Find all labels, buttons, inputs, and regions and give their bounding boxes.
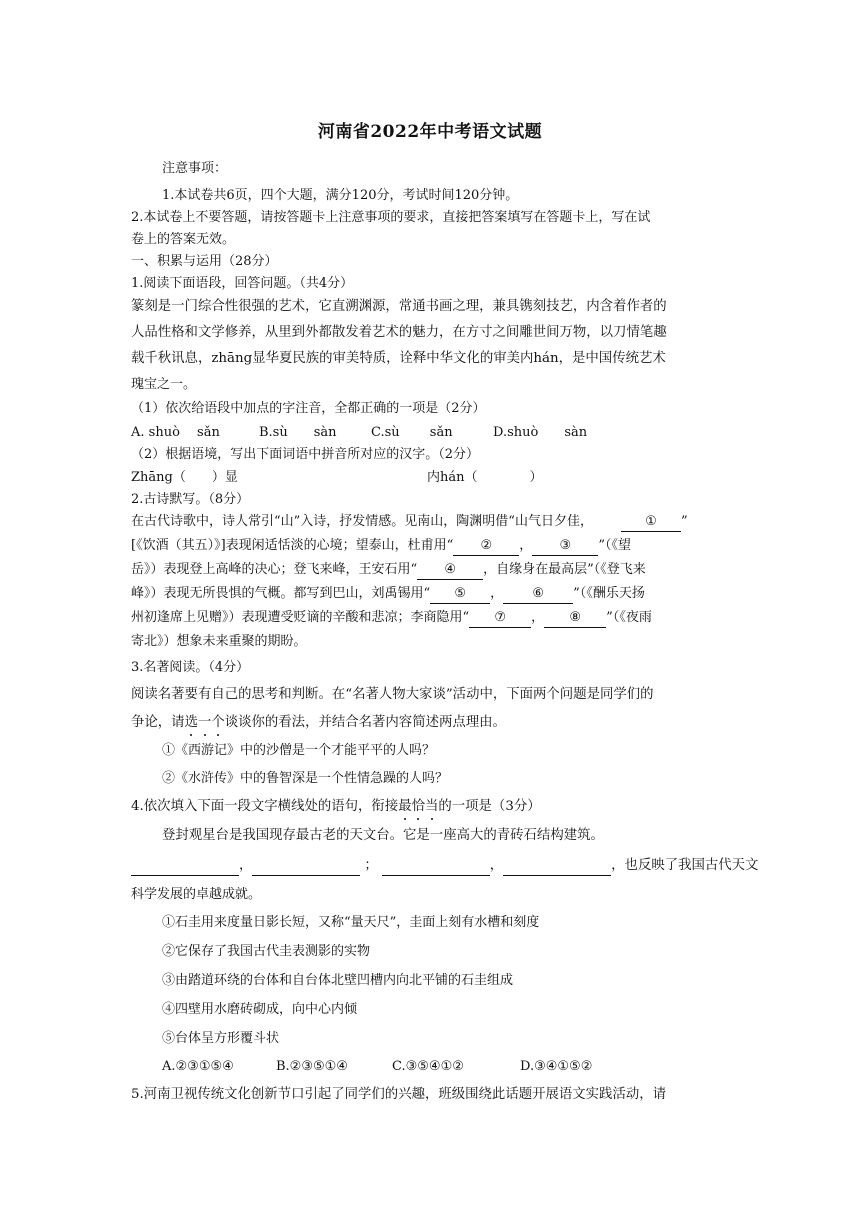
q4-sep-1: ， [239, 858, 253, 873]
q1-passage-line-2: 人品性格和文学修养，从里到外都散发着艺术的魅力，在方寸之间雕世间万物，以刀情笔趣 [131, 325, 667, 340]
notice-item-2-line-2: 卷上的答案无效。 [131, 232, 236, 247]
q2-line-2: [《饮酒（其五）》]表现闲适恬淡的心境；望泰山，杜甫用“ ② ， ③ ”（《望 [131, 537, 631, 556]
q3-line-2 [131, 714, 506, 732]
q4-choice-3: ③由踏道环绕的台体和自台体北壁凹槽内向北平铺的石圭组成 [162, 973, 514, 988]
q4-blank-1 [131, 857, 239, 876]
q2-line-3-text: 岳》）表现登上高峰的决心；登飞来峰，王安石用“ [131, 562, 418, 577]
q2-line-4: 峰》）表现无所畏惧的气概。都写到巴山，刘禹锡用“ ⑤ ， ⑥ ”（《酬乐天扬 [131, 585, 645, 604]
q1-han-blank: 内hán（ ） [427, 470, 543, 485]
q2-line-3-tail: ，自缘身在最高层”（《登飞来 [483, 562, 646, 577]
q4-line-1: 登封观星台是我国现存最古老的天文台。它是一座高大的青砖石结构建筑。 [162, 828, 604, 843]
q4-option-c: C.③⑤④①② [392, 1059, 464, 1074]
q2-line-4-tail: ”（《酬乐天扬 [573, 586, 645, 601]
q1-option-a: A. shuò sǎn [131, 425, 220, 440]
q4-blank-4 [503, 857, 611, 876]
q4-choice-1: ①石圭用来度量日影长短，又称“量天尺”，圭面上刻有水槽和刻度 [162, 915, 540, 930]
q3-stem: 3.名著阅读。（4分） [131, 660, 250, 675]
notice-item-1: 1.本试卷共6页，四个大题，满分120分，考试时间120分钟。 [162, 188, 519, 203]
emphasis-char: 选 [184, 715, 198, 730]
emphasis-char: 恰 [411, 799, 425, 814]
q3-line-2-start: 争论，请 [131, 715, 185, 730]
q3-line-1: 阅读名著要有自己的思考和判断。在“名著人物大家谈”活动中，下面两个问题是同学们的 [131, 687, 654, 702]
emphasis-char: 个 [211, 715, 225, 730]
q2-blank-2: ② [453, 537, 519, 556]
q1-sub-question-1: （1）依次给语段中加点的字注音，全都正确的一项是（2分） [131, 401, 486, 416]
emphasis-char: 最 [398, 799, 412, 814]
q4-option-b: B.②③⑤①④ [276, 1059, 348, 1074]
q2-quote-end: ” [680, 514, 688, 529]
q2-blank-7: ⑦ [469, 609, 531, 628]
notice-heading: 注意事项： [162, 161, 228, 176]
q4-sep-2: ； [364, 858, 378, 873]
q4-option-a: A.②③①⑤④ [162, 1059, 234, 1074]
q4-option-d: D.③④①⑤② [520, 1059, 593, 1074]
q2-blank-4: ④ [417, 561, 483, 580]
q4-choice-4: ④四壁用水磨砖砌成，向中心内倾 [162, 1002, 358, 1017]
q1-passage-line-3: 载千秋讯息，zhāng显华夏民族的审美特质，诠释中华文化的审美内hán，是中国传统艺术 [131, 351, 666, 366]
q2-blank-5: ⑤ [430, 585, 490, 604]
q4-options [162, 1058, 682, 1076]
q2-line-4-text: 峰》）表现无所畏惧的气概。都写到巴山，刘禹锡用“ [131, 586, 431, 601]
q4-blank-3 [382, 857, 490, 876]
q4-stem-start: 4.依次填入下面一段文字横线处的语句，衔接 [131, 799, 399, 814]
q2-line-5-text: 州初逢席上见赠》）表现遭受贬谪的辛酸和悲凉；李商隐用“ [131, 610, 470, 625]
q4-emphasis [398, 799, 438, 814]
q1-option-d: D.shuò sàn [493, 425, 588, 440]
q3-line-2-end: 谈谈你的看法，并结合名著内容简述两点理由。 [224, 715, 506, 730]
q3-item-2: ②《水浒传》中的鲁智深是一个性情急躁的人吗？ [162, 771, 449, 786]
q4-blank-2 [252, 857, 360, 876]
q2-blank-1: ① [621, 513, 681, 532]
q2-line-3 [131, 561, 646, 580]
q2-line-2-tail: ”（《望 [598, 538, 631, 553]
q2-blank-3: ③ [532, 537, 598, 556]
q1-option-c: C.sù sǎn [371, 425, 453, 440]
q4-choice-2: ②它保存了我国古代圭表测影的实物 [162, 944, 371, 959]
section-heading: 一、积累与运用（28分） [131, 254, 278, 269]
q1-sub-question-2: （2）根据语境，写出下面词语中拼音所对应的汉字。（2分） [131, 447, 480, 462]
q2-line-1-text: 在古代诗歌中，诗人常引“山”入诗，抒发情感。见南山，陶渊明借“山气日夕佳， [131, 514, 593, 529]
q2-line-5-tail: ”（《夜雨 [606, 610, 652, 625]
q2-stem: 2.古诗默写。（8分） [131, 492, 250, 507]
emphasis-char: 一 [197, 715, 212, 730]
q1-options [131, 424, 731, 442]
q1-stem: 1.阅读下面语段，回答问题。（共4分） [131, 276, 354, 291]
q4-choice-5: ⑤台体呈方形覆斗状 [162, 1031, 280, 1046]
q1-passage-line-4: 瑰宝之一。 [131, 377, 197, 392]
q4-sep-3: ， [489, 858, 504, 873]
q2-line-2-text: [《饮酒（其五）》]表现闲适恬淡的心境；望泰山，杜甫用“ [131, 538, 454, 553]
q3-item-1: ①《西游记》中的沙僧是一个才能平平的人吗？ [162, 743, 436, 758]
notice-item-2-line-1: 2.本试卷上不要答题，请按答题卡上注意事项的要求，直接把答案填写在答题卡上，写在试 [131, 210, 651, 225]
q4-line-3: 科学发展的卓越成就。 [131, 887, 262, 902]
q2-blank-6: ⑥ [503, 585, 573, 604]
exam-title: 河南省2022年中考语文试题 [317, 122, 543, 142]
emphasis-char: 当 [424, 799, 439, 814]
q2-line-5: 州初逢席上见赠》）表现遭受贬谪的辛酸和悲凉；李商隐用“ ⑦ ， ⑧ ”（《夜雨 [131, 609, 652, 628]
q3-emphasis [185, 715, 225, 730]
q5-line-1: 5.河南卫视传统文化创新节口引起了同学们的兴趣，班级围绕此话题开展语文实践活动，请 [131, 1087, 667, 1102]
q2-line-6: 寄北》）想象未来重聚的期盼。 [131, 634, 307, 649]
q4-stem [131, 798, 541, 816]
q4-stem-end: 的一项是（3分） [438, 799, 541, 814]
q1-option-b: B.sù sàn [259, 425, 337, 440]
q4-blanks-line [131, 857, 758, 876]
q1-zhang-blank: Zhāng（ ）显 [131, 470, 238, 485]
q1-passage-line-1: 篆刻是一门综合性很强的艺术，它直溯渊源，常通书画之理，兼具镌刻技艺，内含着作者的 [131, 299, 667, 314]
q2-blank-8: ⑧ [544, 609, 606, 628]
q2-line-1 [131, 513, 688, 532]
q4-line-tail: ，也反映了我国古代天文 [611, 858, 759, 873]
